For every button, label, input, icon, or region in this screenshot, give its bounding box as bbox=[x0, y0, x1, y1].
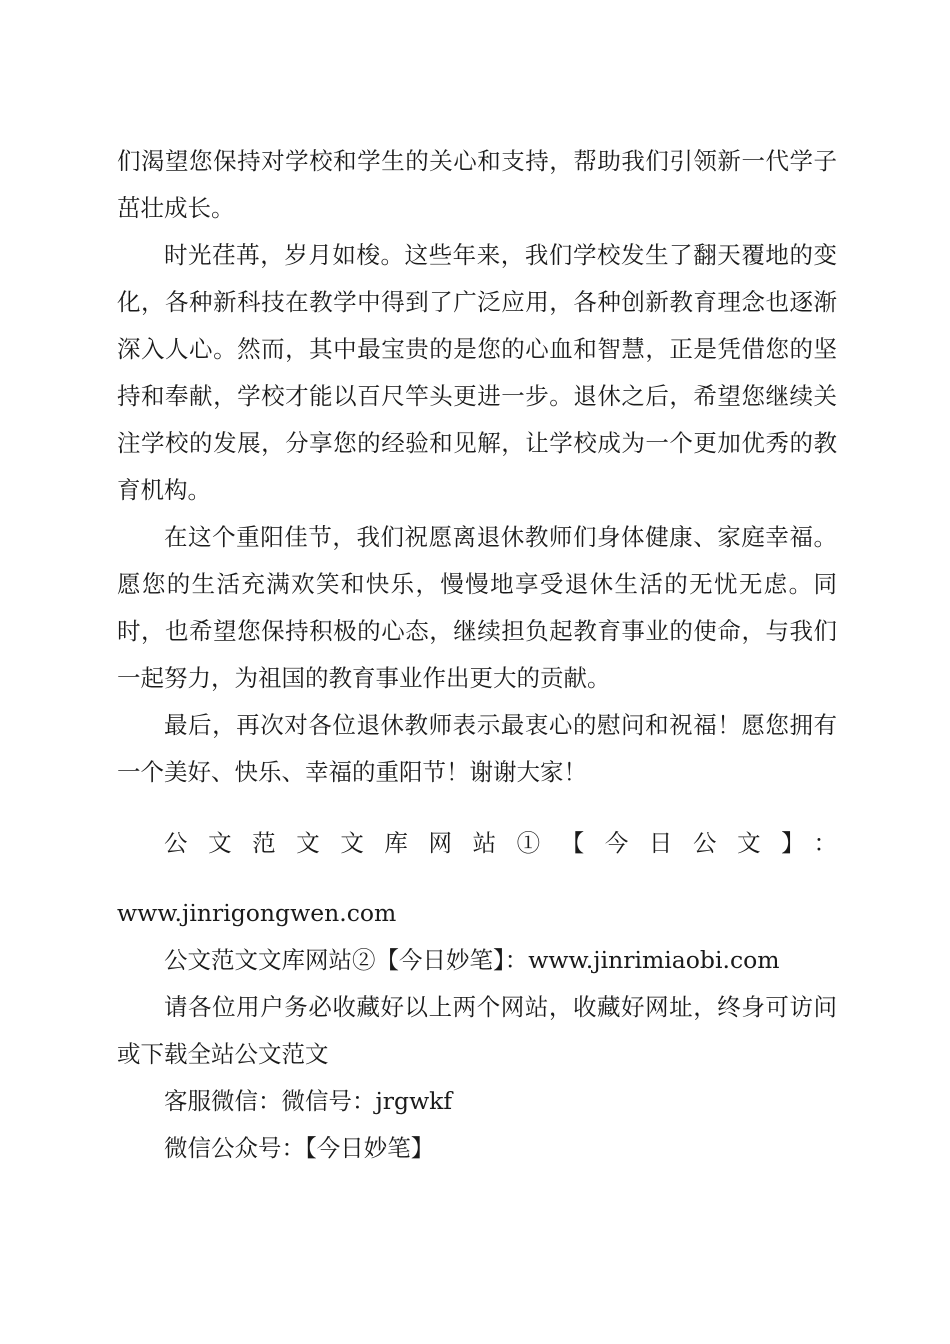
footer-site1-url[interactable]: www.jinrigongwen.com bbox=[117, 899, 397, 927]
paragraph-closing: 最后，再次对各位退休教师表示最衷心的慰问和祝福！愿您拥有一个美好、快乐、幸福的重阳节！谢谢大家！ bbox=[117, 711, 837, 786]
footer-notice: 请各位用户务必收藏好以上两个网站，收藏好网址，终身可访问或下载全站公文范文 bbox=[117, 993, 837, 1068]
paragraph-continuation: 们渴望您保持对学校和学生的关心和支持，帮助我们引领新一代学子茁壮成长。 bbox=[117, 147, 837, 222]
paragraph-festival-wishes: 在这个重阳佳节，我们祝愿离退休教师们身体健康、家庭幸福。愿您的生活充满欢笑和快乐，慢慢地享受退休生活的无忧无虑。同时，也希望您保持积极的心态，继续担负起教育事业的使命，与我们一起努力，为祖国的教育事业作出更大的贡献。 bbox=[117, 523, 837, 692]
footer-site1-label: 公文范文文库网站①【今日公文】： bbox=[164, 828, 837, 857]
footer-site2[interactable]: 公文范文文库网站②【今日妙笔】：www.jinrimiaobi.com bbox=[164, 946, 780, 974]
paragraph-time-flies: 时光荏苒，岁月如梭。这些年来，我们学校发生了翻天覆地的变化，各种新科技在教学中得到了广泛应用，各种创新教育理念也逐渐深入人心。然而，其中最宝贵的是您的心血和智慧，正是凭借您的坚持和奉献，学校才能以百尺竿头更进一步。退休之后，希望您继续关注学校的发展，分享您的经验和见解，让学校成为一个更加优秀的教育机构。 bbox=[117, 241, 837, 504]
footer-wechat-account: 微信公众号：【今日妙笔】 bbox=[164, 1134, 435, 1162]
document-page bbox=[117, 138, 837, 1172]
footer-wechat-service: 客服微信：微信号：jrgwkf bbox=[164, 1087, 453, 1115]
